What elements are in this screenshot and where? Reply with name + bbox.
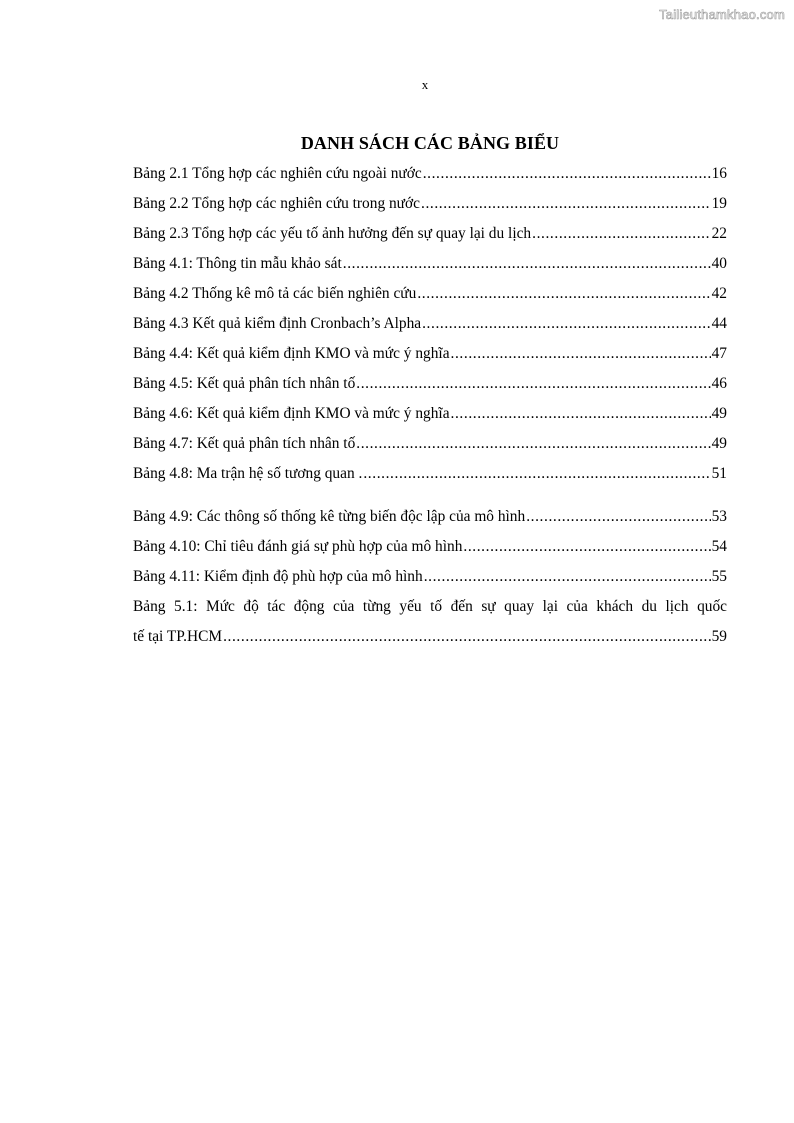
toc-leader-dots bbox=[463, 538, 710, 556]
toc-entry-label: Bảng 2.1 Tổng hợp các nghiên cứu ngoài nước bbox=[133, 165, 422, 182]
toc-entry[interactable] bbox=[133, 225, 727, 245]
toc-entry-label: Bảng 4.10: Chỉ tiêu đánh giá sự phù hợp của mô hình bbox=[133, 538, 463, 555]
toc-entry-page: 40 bbox=[711, 255, 727, 272]
toc-entry-label: Bảng 4.9: Các thông số thống kê từng biến độc lập của mô hình bbox=[133, 508, 526, 525]
toc-entry[interactable] bbox=[133, 375, 727, 395]
toc-leader-dots bbox=[451, 345, 711, 363]
toc-entry[interactable] bbox=[133, 435, 727, 455]
toc-leader-dots bbox=[422, 315, 711, 333]
toc-entry-label: Bảng 4.11: Kiểm định độ phù hợp của mô hình bbox=[133, 568, 423, 585]
toc-entry-page: 44 bbox=[711, 315, 727, 332]
toc-leader-dots bbox=[532, 225, 710, 243]
toc-leader-dots bbox=[223, 628, 711, 646]
toc-entry-label: Bảng 2.2 Tổng hợp các nghiên cứu trong nước bbox=[133, 195, 420, 212]
toc-entry-page: 22 bbox=[711, 225, 727, 242]
toc-entry-label: Bảng 4.6: Kết quả kiểm định KMO và mức ý nghĩa bbox=[133, 405, 450, 422]
toc-leader-dots bbox=[343, 255, 711, 273]
toc-entry-page: 16 bbox=[711, 165, 727, 182]
toc-leader-dots bbox=[356, 435, 710, 453]
toc-entry[interactable] bbox=[133, 405, 727, 425]
toc-entry[interactable] bbox=[133, 255, 727, 275]
toc-entry[interactable] bbox=[133, 285, 727, 305]
toc-leader-dots bbox=[417, 285, 710, 303]
toc-entry-page: 46 bbox=[711, 375, 727, 392]
toc-entry-page: 55 bbox=[711, 568, 727, 585]
toc-leader-dots bbox=[424, 568, 711, 586]
toc-leader-dots bbox=[451, 405, 711, 423]
toc-entry-label: Bảng 2.3 Tổng hợp các yếu tố ảnh hưởng đến sự quay lại du lịch bbox=[133, 225, 532, 242]
watermark: Tailieuthamkhao.com bbox=[659, 7, 785, 22]
toc-entry[interactable] bbox=[133, 465, 727, 485]
toc-entry-wrapped-line[interactable]: Bảng 5.1: Mức độ tác động của từng yếu tố đến sự quay lại của khách du lịch quốc bbox=[133, 598, 727, 615]
toc-leader-dots bbox=[526, 508, 710, 526]
toc-entry-page: 59 bbox=[711, 628, 727, 645]
toc-entry-page: 47 bbox=[711, 345, 727, 362]
toc-leader-dots bbox=[356, 375, 710, 393]
toc-entry-page: 53 bbox=[711, 508, 727, 525]
toc-entry-label: Bảng 4.1: Thông tin mẫu khảo sát bbox=[133, 255, 342, 272]
toc-leader-dots bbox=[421, 195, 711, 213]
toc-entry[interactable] bbox=[133, 345, 727, 365]
page-number: x bbox=[421, 77, 429, 92]
toc-entry-label: Bảng 4.8: Ma trận hệ số tương quan . bbox=[133, 465, 363, 482]
toc-entry-label: Bảng 4.5: Kết quả phân tích nhân tố bbox=[133, 375, 356, 392]
toc-entry-label: Bảng 4.7: Kết quả phân tích nhân tố bbox=[133, 435, 356, 452]
toc-entry-page: 42 bbox=[711, 285, 727, 302]
toc-entry-label: Bảng 4.2 Thống kê mô tả các biến nghiên cứu bbox=[133, 285, 417, 302]
toc-entry[interactable] bbox=[133, 195, 727, 215]
toc-entry-page: 19 bbox=[711, 195, 727, 212]
toc-entry[interactable] bbox=[133, 165, 727, 185]
toc-entry-label: tế tại TP.HCM bbox=[133, 628, 223, 645]
toc-entry[interactable] bbox=[133, 568, 727, 588]
toc-entry[interactable] bbox=[133, 508, 727, 528]
toc-entry-label: Bảng 4.4: Kết quả kiểm định KMO và mức ý nghĩa bbox=[133, 345, 450, 362]
page-title: DANH SÁCH CÁC BẢNG BIỂU bbox=[300, 133, 560, 153]
toc-entry-label: Bảng 4.3 Kết quả kiểm định Cronbach’s Alpha bbox=[133, 315, 422, 332]
toc-entry[interactable] bbox=[133, 628, 727, 648]
toc-leader-dots bbox=[423, 165, 711, 183]
toc-entry-page: 49 bbox=[711, 435, 727, 452]
toc-entry-page: 51 bbox=[711, 465, 727, 482]
toc-entry[interactable] bbox=[133, 538, 727, 558]
toc-entry-page: 54 bbox=[711, 538, 727, 555]
toc-entry-page: 49 bbox=[711, 405, 727, 422]
toc-entry[interactable] bbox=[133, 315, 727, 335]
toc-leader-dots bbox=[363, 465, 710, 483]
